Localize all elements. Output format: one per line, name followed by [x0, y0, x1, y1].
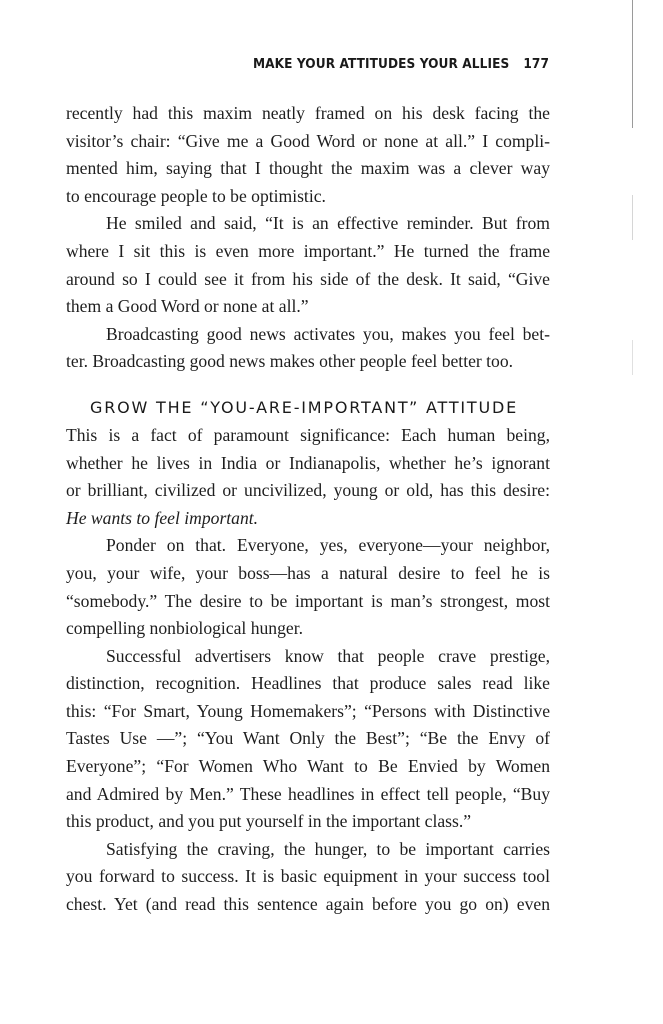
binding-edge-line	[632, 0, 633, 128]
text-line: chest. Yet (and read this sentence again before you go on) even	[66, 894, 550, 915]
text-line: visitor’s chair: “Give me a Good Word or none at all.” I compli-	[66, 130, 550, 151]
text-line: them a Good Word or none at all.”	[66, 296, 309, 317]
text-line: mented him, saying that I thought the maxim was a clever way	[66, 158, 550, 179]
text-line: or brilliant, civilized or uncivilized, young or old, has this desire:	[66, 480, 550, 501]
text-line: He smiled and said, “It is an effective reminder. But from	[106, 213, 550, 234]
paragraph	[66, 836, 550, 919]
section-spacer	[66, 376, 550, 394]
text-line: compelling nonbiological hunger.	[66, 618, 303, 639]
paragraph	[66, 422, 550, 532]
page-number: 177	[523, 56, 549, 72]
text-line: This is a fact of paramount significance: Each human being,	[66, 424, 550, 445]
text-line: recently had this maxim neatly framed on his desk facing the	[66, 103, 550, 123]
text-line: Ponder on that. Everyone, yes, everyone—your neighbor,	[106, 535, 550, 556]
paragraph	[66, 100, 550, 210]
text-line: Successful advertisers know that people crave prestige,	[106, 645, 550, 666]
italic-text: He wants to feel important.	[66, 507, 259, 528]
page-body	[66, 100, 550, 919]
text-line: Broadcasting good news activates you, makes you feel bet-	[106, 323, 550, 344]
text-line: this: “For Smart, Young Homemakers”; “Persons with Distinctive	[66, 700, 550, 721]
text-line: and Admired by Men.” These headlines in effect tell people, “Buy	[66, 783, 550, 804]
text-line: around so I could see it from his side of the desk. It said, “Give	[66, 268, 550, 289]
text-line: Satisfying the craving, the hunger, to be important carries	[106, 838, 550, 859]
text-line: whether he lives in India or Indianapolis, whether he’s ignorant	[66, 452, 550, 473]
text-line: this product, and you put yourself in the important class.”	[66, 811, 472, 832]
text-line: to encourage people to be optimistic.	[66, 185, 326, 206]
running-head	[64, 56, 549, 72]
text-line: where I sit this is even more important.” He turned the frame	[66, 240, 550, 261]
text-line: you forward to success. It is basic equipment in your success tool	[66, 866, 550, 887]
paragraph	[66, 643, 550, 836]
chapter-title: MAKE YOUR ATTITUDES YOUR ALLIES	[252, 56, 510, 72]
paragraph	[66, 532, 550, 642]
text-line: Tastes Use —”; “You Want Only the Best”; “Be the Envy of	[66, 728, 550, 749]
text-line: “somebody.” The desire to be important is man’s strongest, most	[66, 590, 550, 611]
section-heading: GROW THE “YOU-ARE-IMPORTANT” ATTITUDE	[90, 397, 519, 417]
binding-edge-line	[632, 195, 633, 240]
paragraph	[66, 321, 550, 376]
paragraph	[66, 210, 550, 320]
text-line: Everyone”; “For Women Who Want to Be Envied by Women	[66, 756, 550, 777]
text-line: you, your wife, your boss—has a natural desire to feel he is	[66, 562, 550, 583]
text-line: distinction, recognition. Headlines that produce sales read like	[66, 673, 550, 694]
text-line	[66, 505, 550, 533]
binding-edge-line	[632, 340, 633, 375]
text-line: ter. Broadcasting good news makes other people feel better too.	[66, 351, 514, 372]
